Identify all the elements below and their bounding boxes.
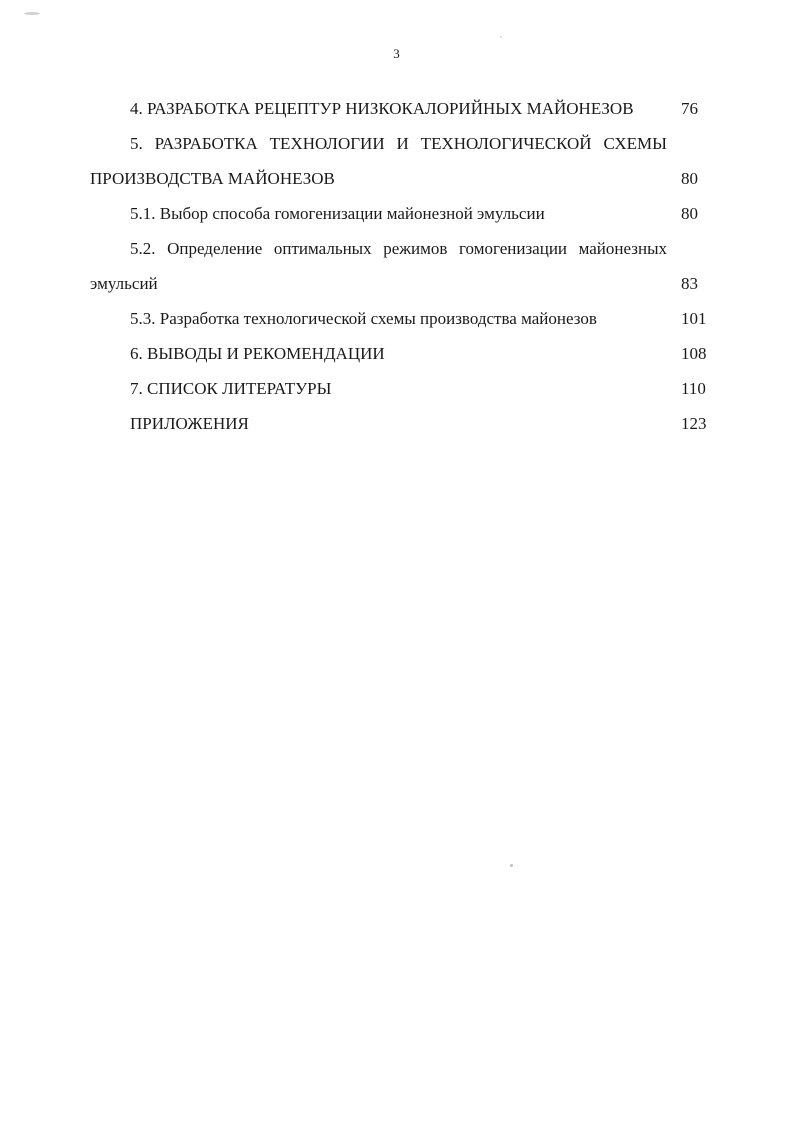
toc-entry-7-text: 7. СПИСОК ЛИТЕРАТУРЫ <box>130 379 332 398</box>
toc-entry-5-text-line2: ПРОИЗВОДСТВА МАЙОНЕЗОВ <box>90 169 335 188</box>
toc-entry-5-3-page: 101 <box>681 309 707 328</box>
scan-artifact <box>500 36 502 38</box>
toc-entry-5-1-text: 5.1. Выбор способа гомогенизации майонезной эмульсии <box>130 204 545 223</box>
toc-entry-5-3-text: 5.3. Разработка технологической схемы производства майонезов <box>130 309 597 328</box>
toc-entry-5-page: 80 <box>681 169 698 188</box>
toc-entry-5-2-text-line2: эмульсий <box>90 274 158 293</box>
page-number: 3 <box>393 46 400 61</box>
toc-entry-5-2-text-line1: 5.2. Определение оптимальных режимов гомогенизации майонезных <box>130 239 667 258</box>
toc-entry-6-text: 6. ВЫВОДЫ И РЕКОМЕНДАЦИИ <box>130 344 385 363</box>
scan-artifact <box>24 12 40 15</box>
toc-entry-6-page: 108 <box>681 344 707 363</box>
toc-entry-5-text-line1: 5. РАЗРАБОТКА ТЕХНОЛОГИИ И ТЕХНОЛОГИЧЕСКОЙ СХЕМЫ <box>130 134 667 153</box>
toc-entry-7-page: 110 <box>681 379 706 398</box>
toc-entry-5-2-page: 83 <box>681 274 698 293</box>
scan-artifact <box>510 864 513 867</box>
toc-entry-appendix-text: ПРИЛОЖЕНИЯ <box>130 414 249 433</box>
toc-entry-5-1-page: 80 <box>681 204 698 223</box>
toc-entry-4-page: 76 <box>681 99 698 118</box>
toc-entry-4-text: 4. РАЗРАБОТКА РЕЦЕПТУР НИЗКОКАЛОРИЙНЫХ МАЙОНЕЗОВ <box>130 99 634 118</box>
toc-entry-appendix-page: 123 <box>681 414 707 433</box>
